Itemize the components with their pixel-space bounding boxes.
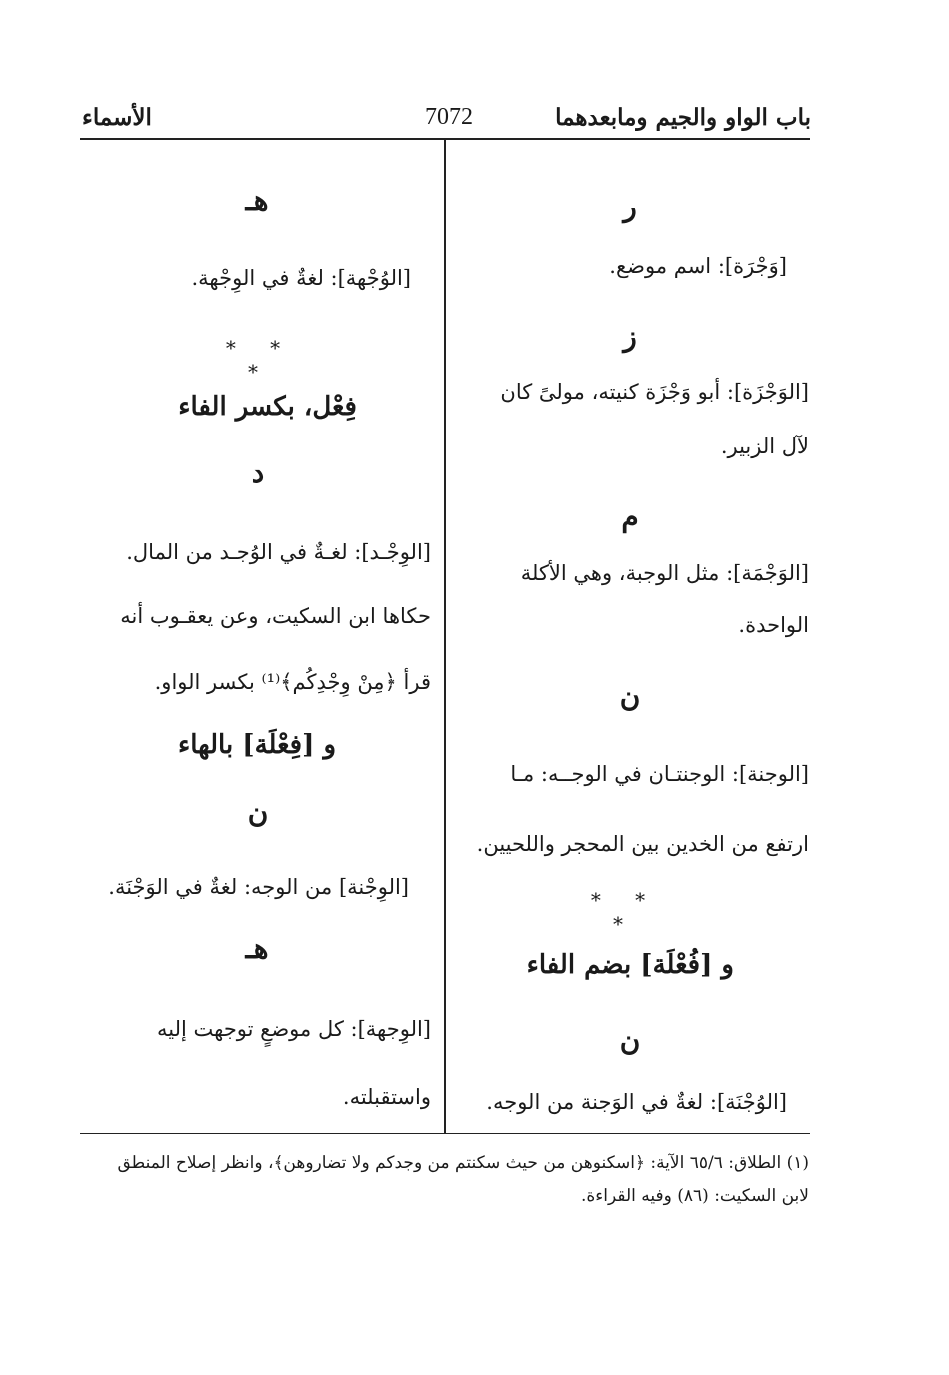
letter-heading: ر [623,190,637,223]
entry-text: الواحدة. [738,613,809,637]
section-heading: و [فُعْلَة] بضم الفاء [526,950,734,980]
entry-text: [الوِجْـد]: لغـةٌ في الوُجـد من المال. [126,540,431,564]
entry-text: [الوُجْهة]: لغةٌ في الوِجْهة. [191,266,411,290]
entry-text: لآل الزبير. [720,434,809,458]
section-separator: * * * [590,888,660,936]
section-separator: * * * [225,336,295,384]
column-divider [444,140,446,1134]
letter-heading: ن [247,796,269,829]
footnote-line: (١) الطلاق: ٦٥/٦ الآية: ﴿اسكنوهن من حيث سكنتم من وجدكم ولا تضاروهن﴾، وانظر إصلاح المنطق [117,1153,809,1173]
section-heading: فِعْل، بكسر الفاء [178,392,357,422]
entry-text: حكاها ابن السكيت، وعن يعقـوب أنه [120,604,431,628]
letter-heading: هـ [245,184,269,217]
entry-text: [الوِجْنة] من الوجه: لغةٌ في الوَجْنَة. [108,875,409,899]
letter-heading: ن [619,680,641,713]
letter-heading: ن [619,1024,641,1057]
entry-text: [الوجنة]: الوجنتـان في الوجــه: مـا [510,762,809,786]
chapter-title: باب الواو والجيم ومابعدهما [555,104,811,131]
letter-heading: ز [623,320,637,353]
entry-text: قرأ ﴿مِنْ وِجْدِكُم﴾⁽¹⁾ بكسر الواو. [154,670,431,694]
letter-heading: هـ [245,932,269,965]
section-title: الأسماء [82,104,152,131]
footnote-rule [80,1133,810,1134]
entry-text: [الوِجهة]: كل موضعٍ توجهت إليه [157,1017,431,1041]
page-number: 7072 [425,104,473,130]
entry-text: ارتفع من الخدين بين المحجر واللحيين. [476,832,809,856]
letter-heading: م [621,500,639,533]
section-heading: و [فِعْلَة] بالهاء [178,730,336,760]
entry-text: [وَجْرَة]: اسم موضع. [609,254,787,278]
entry-text: واستقبلته. [342,1085,431,1109]
letter-heading: د [251,456,265,489]
footnote-line: لابن السكيت: (٨٦) وفيه القراءة. [580,1186,809,1206]
entry-text: [الوُجْنَة]: لغةٌ في الوَجنة من الوجه. [486,1090,787,1114]
entry-text: [الوَجْمَة]: مثل الوجبة، وهي الأكلة [520,561,809,585]
entry-text: [الوَجْزَة]: أبو وَجْزَة كنيته، مولىً كان [500,380,809,404]
